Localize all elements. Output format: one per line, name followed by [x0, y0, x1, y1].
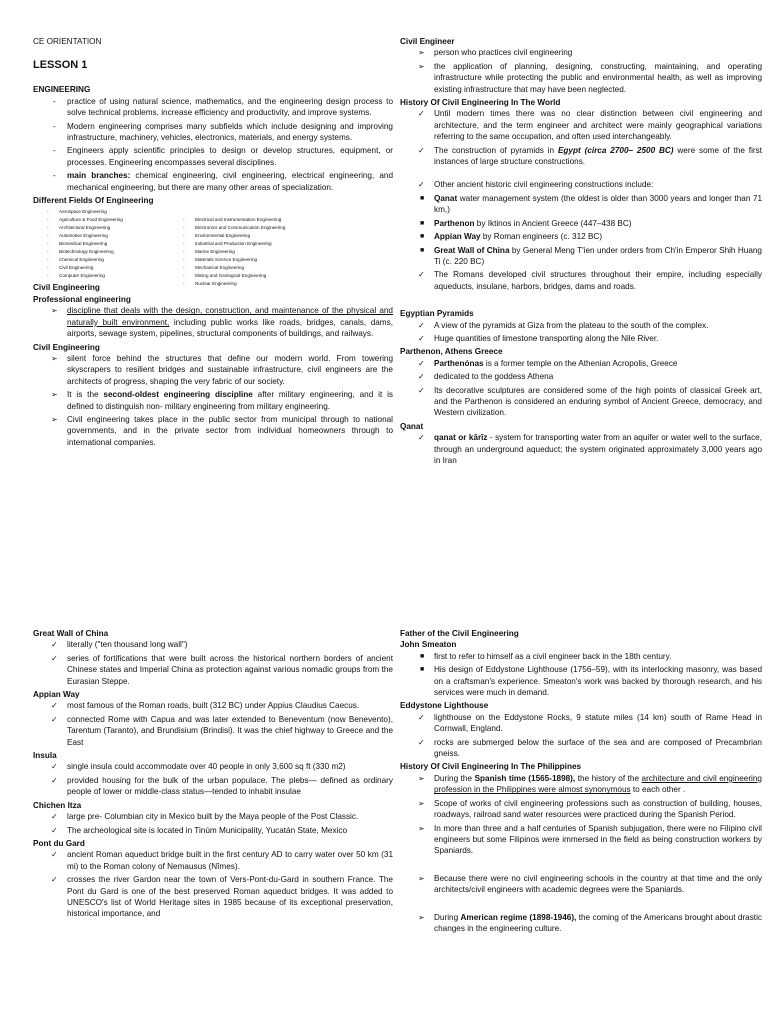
list-item: ➢ silent force behind the structures that define our modern world. From towering skyscrapers to resilient bridges and sustainable infrastructure, civil engineers are the architects of progress, shaping the very fabric of our society.: [51, 353, 393, 386]
list-item: ➢ the application of planning, designing, constructing, maintaining, and operating infrastructure while protecting the public and environmental health, as well as improving existing infrastructure that may have been neglected.: [418, 61, 762, 94]
list-item: ✓ provided housing for the bulk of the urban populace. The plebs— defined as ordinary people of lower or middle-class status—tended to inhabit insulae: [51, 775, 393, 797]
field-item: - Biotechnology Engineering: [47, 248, 123, 256]
list-item: ■ Great Wall of China by General Meng T'ien under orders from Ch'in Emperor Shih Huang Ti (c. 220 BC): [420, 245, 762, 266]
list-item: ✓ most famous of the Roman roads, built (312 BC) under Appius Claudius Caecus.: [51, 701, 360, 711]
lesson-title: LESSON 1: [33, 59, 88, 72]
field-item: - Environmental Engineering: [183, 232, 285, 240]
fields-list: [33, 206, 393, 287]
list-item: ✓ A view of the pyramids at Giza from the plateau to the south of the complex.: [418, 320, 709, 330]
smeaton-heading: John Smeaton: [400, 640, 457, 650]
list-item: ■ Appian Way by Roman engineers (c. 312 BC): [420, 232, 603, 242]
list-item: ➢ person who practices civil engineering: [418, 48, 573, 58]
field-item: - Computer Engineering: [47, 272, 123, 280]
field-item: - Aerospace Engineering: [47, 208, 123, 216]
list-item: ■ His design of Eddystone Lighthouse (1756–59), with its interlocking masonry, was based on a craftsman's experience. Smeaton's work was backed by thorough research, and his services were much in demand.: [420, 665, 762, 698]
father-heading: Father of the Civil Engineering: [400, 629, 519, 638]
list-item: ➢ Civil engineering takes place in the public sector from municipal through to national governments, and in the private sector from individual homeowners through to international companies.: [51, 414, 393, 447]
list-item: ➢ discipline that deals with the design, construction, and maintenance of the physical and naturally built environment, including public works like roads, bridges, canals, dams, airports, sewage system, pipelines, structural components of buildings, and railways.: [51, 306, 393, 339]
list-item: - practice of using natural science, mathematics, and the engineering design process to solve technical problems, increase efficiency and productivity, and improve systems.: [53, 96, 393, 118]
field-item: - Marine Engineering: [183, 248, 285, 256]
civil-engineering-heading: Civil Engineering: [33, 283, 100, 293]
list-item: ✓ literally ("ten thousand long wall"): [51, 640, 188, 650]
civil-engineer-heading: Civil Engineer: [400, 37, 455, 46]
list-item: ➢ In more than three and a half centuries of Spanish subjugation, there were no Filipino civil engineers but some Filipinos were immersed in the field as being construction workers by Spaniards.: [418, 823, 762, 856]
list-item: ✓ connected Rome with Capua and was later extended to Beneventum (now Benevento), Tarentum (Taranto), and Brundisium (Brindisi). It was the chief highway to Greece and the East: [51, 714, 393, 747]
field-item: - Mining and Geological Engineering: [183, 272, 285, 280]
great-wall-heading: Great Wall of China: [33, 629, 109, 638]
civil-engineering-heading-2: Civil Engineering: [33, 342, 100, 352]
field-item: - Electronics and Communication Engineering: [183, 224, 285, 232]
list-item: ✓ ancient Roman aqueduct bridge built in the first century AD to carry water over 50 km (31 mi) to the Roman colony of Nemausus (Nîmes).: [51, 850, 393, 871]
field-item: - Industrial and Production Engineering: [183, 240, 285, 248]
field-item: - Nuclear Engineering: [183, 280, 285, 288]
field-item: - Chemical Engineering: [47, 256, 123, 264]
field-item: - Mechanical Engineering: [183, 264, 285, 272]
list-item: ✓ dedicated to the goddess Athena: [418, 372, 554, 382]
qanat-heading: Qanat: [400, 421, 424, 431]
page-1-right-column: [400, 36, 762, 468]
pont-du-gard-heading: Pont du Gard: [33, 838, 85, 848]
page-1-left-column: [33, 36, 393, 450]
list-item: ✓ crosses the river Gardon near the town of Vers-Pont-du-Gard in southern France. The Pont du Gard is one of the best preserved Roman aqueduct bridges. It was added to UNESCO's list of World Heritage sites in 1985 because of its exceptional preservation, historical importance, and: [51, 875, 393, 919]
list-item: ✓ lighthouse on the Eddystone Rocks, 9 statute miles (14 km) south of Rame Head in Cornwall, England.: [418, 712, 762, 734]
field-item: - Automotive Engineering: [47, 232, 123, 240]
list-item: ➢ It is the second-oldest engineering discipline after military engineering, and it is defined to distinguish non- military engineering from military engineering.: [51, 390, 393, 411]
professional-engineering-heading: Professional engineering: [33, 294, 131, 304]
course-title: CE ORIENTATION: [33, 37, 102, 46]
list-item: ■ first to refer to himself as a civil engineer back in the 18th century.: [420, 651, 672, 661]
field-item: - Electrical and Instrumentation Engineering: [183, 216, 285, 224]
eddystone-heading: Eddystone Lighthouse: [400, 701, 489, 711]
list-item: ➢ Scope of works of civil engineering professions such as construction of building, houses, roadways, railroad sand water resources were practiced during the Spanish Period.: [418, 798, 762, 820]
list-item: ✓ large pre- Columbian city in Mexico built by the Maya people of the Post Classic.: [51, 812, 359, 822]
appian-way-heading: Appian Way: [33, 690, 80, 700]
list-item: ✓ series of fortifications that were built across the historical northern borders of ancient Chinese states and Imperial China as protection against various nomadic groups from the Eurasian Steppe.: [51, 653, 393, 686]
list-item: ✓ The Romans developed civil structures throughout their empire, including especially aqueducts, insulane, harbors, bridges, dams and roads.: [418, 270, 762, 291]
field-item: - Civil Engineering: [47, 264, 123, 272]
field-item: - Architectural Engineering: [47, 224, 123, 232]
list-item: ✓ rocks are submerged below the surface of the sea and are composed of Precambrian gneiss.: [418, 737, 762, 759]
list-item: ➢ During American regime (1898-1946), the coming of the Americans brought about drastic changes in the engineering culture.: [418, 912, 762, 933]
list-item: ■ Qanat water management system (the oldest is older than 3000 years and longer than 71 km,): [420, 193, 762, 215]
list-item: ✓ single insula could accommodate over 40 people in only 3,600 sq ft (330 m2): [51, 762, 346, 772]
list-item: ✓ Until modern times there was no clear distinction between civil engineering and architecture, and the term engineer and architect were mainly geographical variations referring to the same occupation, and often used interchangeably.: [418, 109, 762, 142]
list-item: ✓ qanat or kārīz - system for transporting water from an aquifer or water well to the surface, through an underground aqueduct; the system originated approximately 3,000 years ago in Iran: [418, 433, 762, 465]
fields-column-1: [47, 208, 123, 280]
list-item: ■ Parthenon by Iktinos in Ancient Greece (447–438 BC): [420, 218, 632, 228]
history-world-heading: History Of Civil Engineering In The World: [400, 98, 561, 108]
parthenon-heading: Parthenon, Athens Greece: [400, 347, 503, 357]
chichen-itza-heading: Chichen Itza: [33, 800, 82, 810]
list-item: - Modern engineering comprises many subfields which include designing and improving infrastructure, machinery, vehicles, electronics, materials, and energy systems.: [53, 121, 393, 143]
list-item: ➢ During the Spanish time (1565-1898), the history of the architecture and civil engineering profession in the Philippines were almost synonymous to each other .: [418, 773, 762, 795]
insula-heading: Insula: [33, 751, 57, 761]
history-ph-heading: History Of Civil Engineering In The Philippines: [400, 762, 582, 772]
page-2: [0, 512, 768, 1024]
list-item: ✓ Other ancient historic civil engineering constructions include:: [418, 180, 654, 190]
list-item: ✓ Huge quantities of limestone transporting along the Nile River.: [418, 333, 659, 343]
list-item: ✓ The archeological site is located in Tinúm Municipality, Yucatán State, Mexico: [51, 825, 348, 835]
field-item: - Agriculture & Food Engineering: [47, 216, 123, 224]
list-item: ✓ Parthenónas is a former temple on the Athenian Acropolis, Greece: [418, 358, 678, 368]
field-item: - Materials Science Engineering: [183, 256, 285, 264]
list-item: - main branches: chemical engineering, civil engineering, electrical engineering, and mechanical engineering, but there are many other areas of specialization.: [53, 171, 394, 192]
list-item: ➢ Because there were no civil engineering schools in the country at that time and the only architects/civil engineers with academic degrees were the Spaniards.: [418, 873, 762, 895]
fields-heading: Different Fields Of Engineering: [33, 196, 154, 206]
fields-column-2: [183, 216, 285, 288]
field-item: - Biomedical Engineering: [47, 240, 123, 248]
list-item: - Engineers apply scientific principles to design or develop structures, equipment, or processes. Engineering encompasses several disciplines.: [53, 146, 393, 167]
page-2-right-column: [400, 628, 762, 936]
list-item: ✓ The construction of pyramids in Egypt (circa 2700– 2500 BC) were some of the first instances of large structure constructions.: [418, 145, 762, 167]
pyramids-heading: Egyptian Pyramids: [400, 309, 474, 319]
page-2-left-column: [33, 628, 393, 922]
list-item: ✓ Its decorative sculptures are considered some of the high points of classical Greek art, and the Parthenon is considered an enduring symbol of Ancient Greece, democracy, and Western civilization.: [418, 385, 762, 418]
engineering-heading: ENGINEERING: [33, 85, 91, 95]
